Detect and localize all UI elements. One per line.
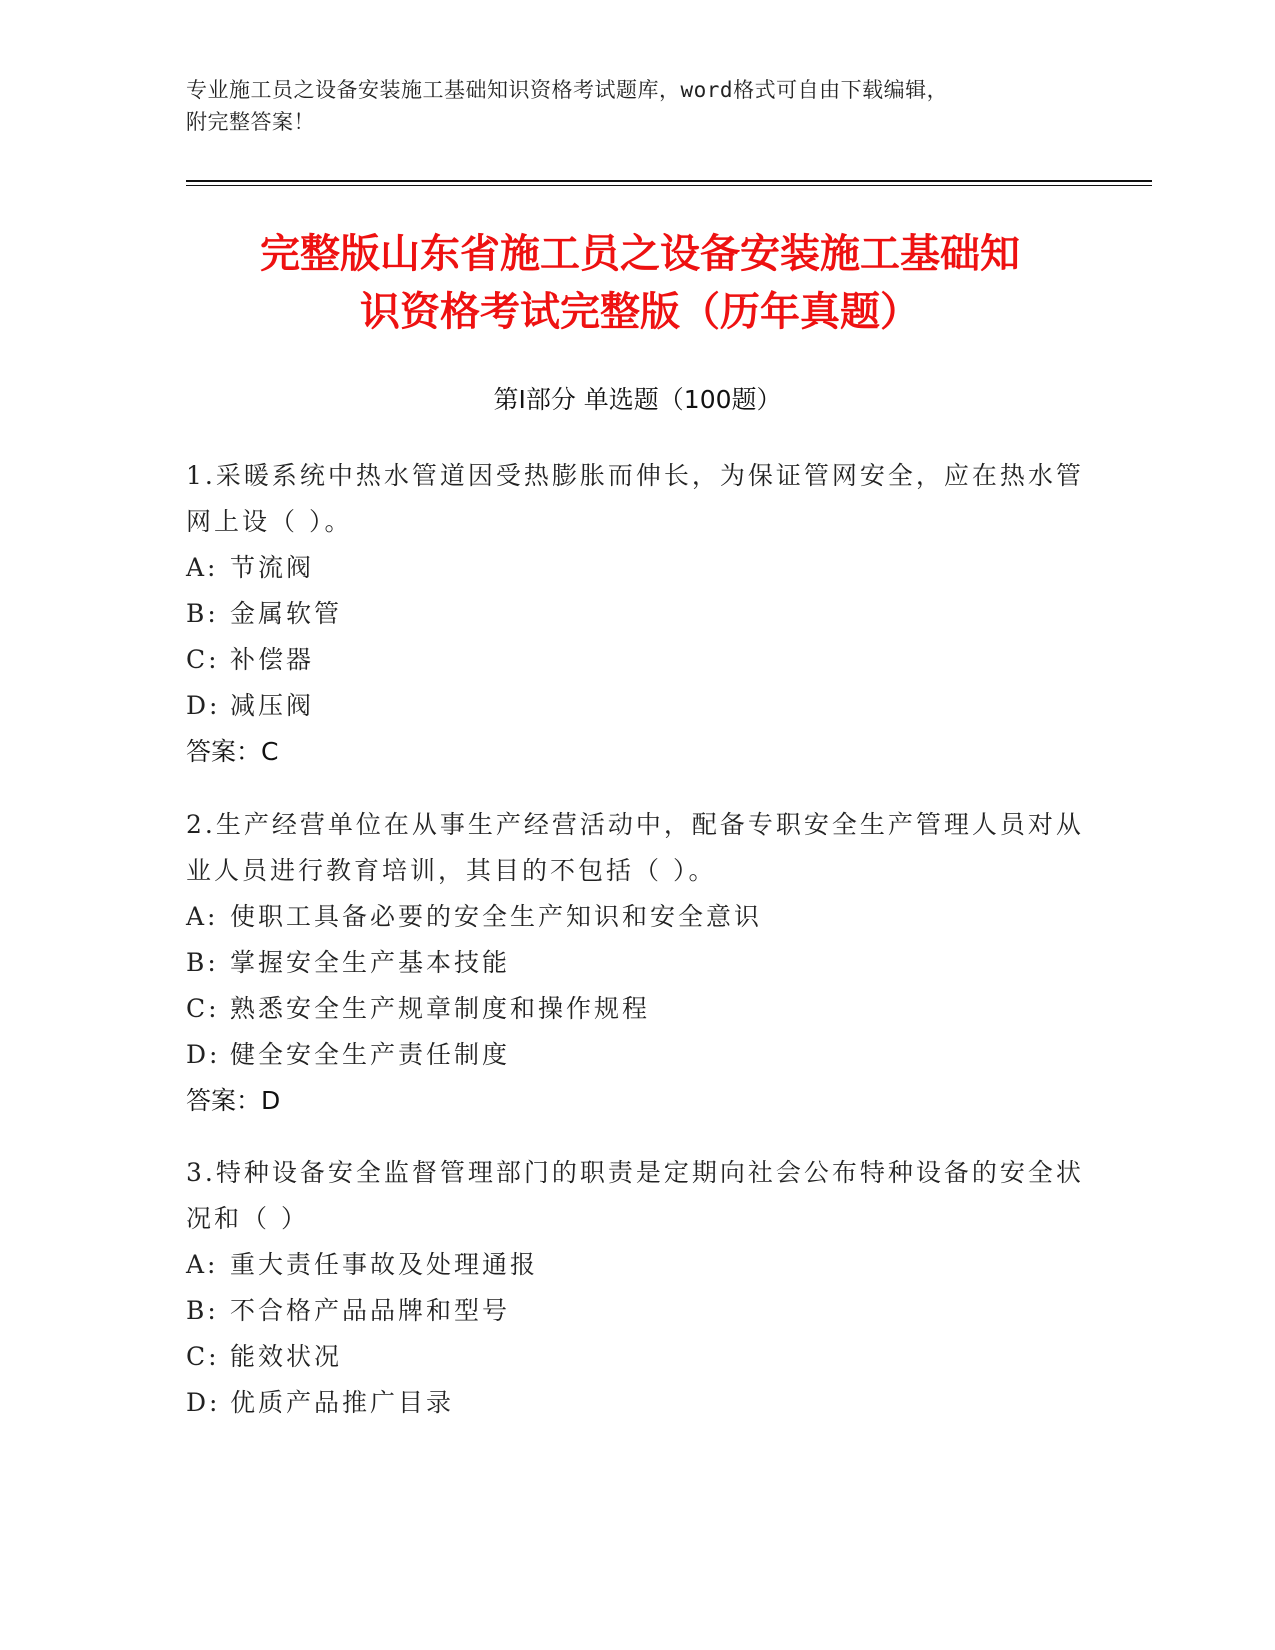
question-1 — [186, 453, 1086, 775]
option-text: 使职工具备必要的安全生产知识和安全意识 — [230, 902, 763, 931]
option-d — [186, 683, 1086, 729]
option-a — [186, 894, 1086, 940]
option-text: 健全安全生产责任制度 — [230, 1040, 511, 1069]
option-d — [186, 1032, 1086, 1078]
option-letter: C: — [186, 1342, 220, 1371]
document-title-line-1: 完整版山东省施工员之设备安装施工基础知 — [260, 231, 1020, 277]
question-2 — [186, 802, 1086, 1124]
section-heading: 第Ⅰ部分 单选题（100题） — [493, 385, 782, 414]
option-letter: A: — [186, 553, 219, 582]
option-a — [186, 1242, 1086, 1288]
option-c — [186, 986, 1086, 1032]
option-letter: D: — [186, 1040, 221, 1069]
option-text: 优质产品推广目录 — [230, 1388, 455, 1417]
option-letter: C: — [186, 994, 220, 1023]
document-title — [180, 225, 1100, 341]
option-d — [186, 1380, 1086, 1426]
option-letter: D: — [186, 691, 221, 720]
option-b — [186, 591, 1086, 637]
option-letter: B: — [186, 599, 219, 628]
option-text: 金属软管 — [230, 599, 343, 628]
answer-line: 答案：C — [186, 737, 279, 766]
option-text: 重大责任事故及处理通报 — [230, 1250, 539, 1279]
question-stem: 3.特种设备安全监督管理部门的职责是定期向社会公布特种设备的安全状况和（ ） — [186, 1158, 1084, 1233]
document-title-line-2: 识资格考试完整版（历年真题） — [360, 289, 920, 335]
question-stem: 2.生产经营单位在从事生产经营活动中，配备专职安全生产管理人员对从业人员进行教育培训，其目的不包括（ ）。 — [186, 810, 1084, 885]
option-c — [186, 637, 1086, 683]
option-text: 能效状况 — [230, 1342, 343, 1371]
option-letter: B: — [186, 948, 219, 977]
option-text: 熟悉安全生产规章制度和操作规程 — [230, 994, 651, 1023]
option-text: 不合格产品品牌和型号 — [230, 1296, 511, 1325]
option-letter: A: — [186, 902, 219, 931]
header-note-line-1: 专业施工员之设备安装施工基础知识资格考试题库，word格式可自由下载编辑， — [186, 78, 949, 102]
option-a — [186, 545, 1086, 591]
option-letter: A: — [186, 1250, 219, 1279]
option-text: 减压阀 — [230, 691, 315, 720]
option-text: 掌握安全生产基本技能 — [230, 948, 511, 977]
option-b — [186, 1288, 1086, 1334]
answer-line: 答案：D — [186, 1086, 281, 1115]
question-stem: 1.采暖系统中热水管道因受热膨胀而伸长，为保证管网安全，应在热水管网上设（ ）。 — [186, 461, 1084, 536]
option-letter: D: — [186, 1388, 221, 1417]
header-divider-thin — [186, 185, 1152, 186]
option-letter: C: — [186, 645, 220, 674]
option-c — [186, 1334, 1086, 1380]
header-divider-thick — [186, 180, 1152, 182]
option-letter: B: — [186, 1296, 219, 1325]
header-note — [186, 74, 1066, 138]
question-3 — [186, 1150, 1086, 1426]
option-text: 节流阀 — [230, 553, 315, 582]
option-b — [186, 940, 1086, 986]
header-note-line-2: 附完整答案！ — [186, 110, 315, 134]
option-text: 补偿器 — [230, 645, 315, 674]
